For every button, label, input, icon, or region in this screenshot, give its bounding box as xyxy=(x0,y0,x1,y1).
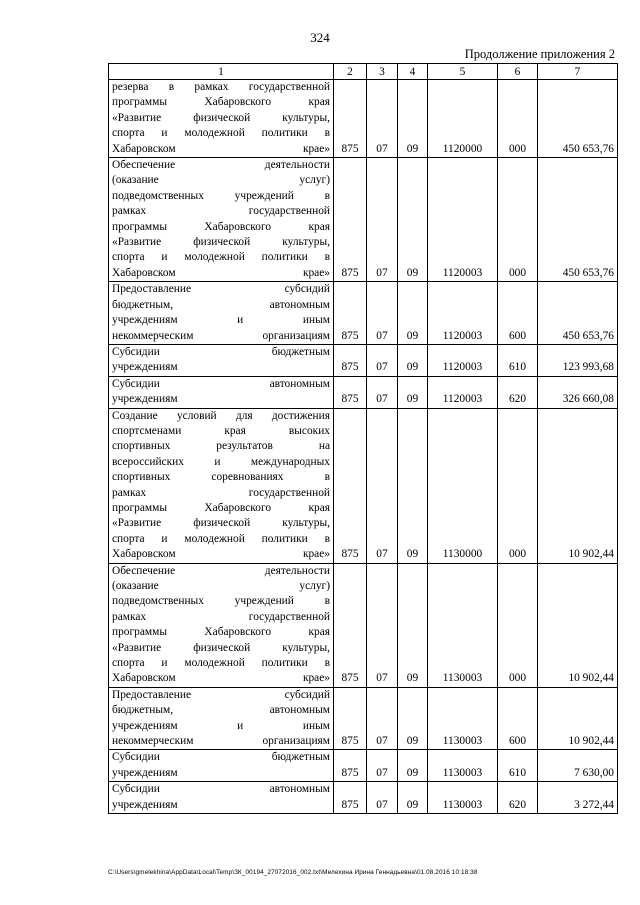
expense-name-cell xyxy=(109,282,334,345)
expense-name-line: программы Хабаровского края xyxy=(112,501,330,514)
amount-cell: 3 272,44 xyxy=(538,782,618,814)
section-code-cell: 07 xyxy=(367,750,398,782)
target-item-cell: 1120003 xyxy=(428,282,498,345)
expense-name-cell xyxy=(109,750,334,782)
table-row xyxy=(109,80,618,158)
expense-name-line: некоммерческим организациям xyxy=(112,329,330,342)
amount-cell: 10 902,44 xyxy=(538,563,618,687)
expense-name-line: резерва в рамках государственной xyxy=(112,81,330,93)
amount-cell: 450 653,76 xyxy=(538,282,618,345)
expense-name-cell xyxy=(109,782,334,814)
subsection-code-cell: 09 xyxy=(398,344,428,376)
expense-name-cell xyxy=(109,158,334,282)
column-header: 5 xyxy=(428,64,498,80)
target-item-cell: 1130003 xyxy=(428,782,498,814)
expense-type-cell: 610 xyxy=(498,750,538,782)
expense-name-cell xyxy=(109,408,334,563)
department-code-cell: 875 xyxy=(334,158,367,282)
table-row xyxy=(109,750,618,782)
column-header: 3 xyxy=(367,64,398,80)
table-row xyxy=(109,376,618,408)
continuation-title: Продолжение приложения 2 xyxy=(464,47,615,61)
expense-name-cell xyxy=(109,563,334,687)
subsection-code-cell: 09 xyxy=(398,687,428,750)
section-code-cell: 07 xyxy=(367,282,398,345)
expense-name-line: спортсменами края высоких xyxy=(112,424,330,437)
department-code-cell: 875 xyxy=(334,563,367,687)
expense-name-line: подведомственных учреждений в xyxy=(112,595,330,608)
expense-name-cell xyxy=(109,376,334,408)
page-number: 324 xyxy=(310,30,330,45)
table-row xyxy=(109,687,618,750)
expense-name-line: учреждениям xyxy=(112,393,178,406)
expense-name-line: рамках государственной xyxy=(112,486,330,499)
table-row xyxy=(109,158,618,282)
table-header-row xyxy=(109,64,618,80)
expense-type-cell: 620 xyxy=(498,376,538,408)
expense-name-line: (оказание услуг) xyxy=(112,580,330,592)
expense-name-line: Хабаровском крае» xyxy=(112,548,330,561)
expense-name-line: Субсидии автономным xyxy=(112,377,330,390)
budget-table xyxy=(108,63,618,814)
subsection-code-cell: 09 xyxy=(398,750,428,782)
column-header: 1 xyxy=(109,64,334,80)
section-code-cell: 07 xyxy=(367,376,398,408)
expense-type-cell: 610 xyxy=(498,344,538,376)
expense-type-cell: 600 xyxy=(498,282,538,345)
expense-name-line: учреждениям xyxy=(112,361,178,374)
expense-name-line: спорта и молодежной политики в xyxy=(112,251,330,264)
department-code-cell: 875 xyxy=(334,687,367,750)
department-code-cell: 875 xyxy=(334,408,367,563)
expense-name-line: учреждениям xyxy=(112,798,178,811)
expense-name-line: Хабаровском крае» xyxy=(112,266,330,279)
expense-name-line: Обеспечение деятельности xyxy=(112,564,330,577)
section-code-cell: 07 xyxy=(367,344,398,376)
target-item-cell: 1130003 xyxy=(428,687,498,750)
expense-name-line: рамках государственной xyxy=(112,205,330,218)
expense-name-line: бюджетным, автономным xyxy=(112,704,330,717)
expense-name-line: Субсидии бюджетным xyxy=(112,751,330,764)
amount-cell: 450 653,76 xyxy=(538,158,618,282)
section-code-cell: 07 xyxy=(367,563,398,687)
section-code-cell: 07 xyxy=(367,687,398,750)
expense-name-line: (оказание услуг) xyxy=(112,174,330,187)
expense-name-line: всероссийских и международных xyxy=(112,455,330,468)
target-item-cell: 1120003 xyxy=(428,344,498,376)
column-header: 4 xyxy=(398,64,428,80)
amount-cell: 123 993,68 xyxy=(538,344,618,376)
column-header: 6 xyxy=(498,64,538,80)
expense-name-line: учреждениям и иным xyxy=(112,314,330,327)
section-code-cell: 07 xyxy=(367,782,398,814)
table-row xyxy=(109,782,618,814)
amount-cell: 450 653,76 xyxy=(538,80,618,158)
section-code-cell: 07 xyxy=(367,408,398,563)
target-item-cell: 1120003 xyxy=(428,376,498,408)
expense-name-line: Предоставление субсидий xyxy=(112,688,330,701)
expense-name-line: Хабаровском крае» xyxy=(112,142,330,155)
department-code-cell: 875 xyxy=(334,344,367,376)
amount-cell: 10 902,44 xyxy=(538,408,618,563)
table-row xyxy=(109,344,618,376)
expense-name-line: рамках государственной xyxy=(112,610,330,623)
expense-name-cell xyxy=(109,687,334,750)
target-item-cell: 1130003 xyxy=(428,750,498,782)
expense-name-cell xyxy=(109,344,334,376)
expense-name-line: Создание условий для достижения xyxy=(112,409,330,422)
amount-cell: 10 902,44 xyxy=(538,687,618,750)
expense-name-line: подведомственных учреждений в xyxy=(112,189,330,202)
expense-name-line: программы Хабаровского края xyxy=(112,626,330,639)
subsection-code-cell: 09 xyxy=(398,282,428,345)
table-row xyxy=(109,282,618,345)
expense-type-cell: 620 xyxy=(498,782,538,814)
target-item-cell: 1120003 xyxy=(428,158,498,282)
expense-name-line: Субсидии автономным xyxy=(112,783,330,796)
expense-name-line: программы Хабаровского края xyxy=(112,220,330,233)
expense-name-line: бюджетным, автономным xyxy=(112,298,330,311)
expense-name-line: некоммерческим организациям xyxy=(112,735,330,748)
column-header: 7 xyxy=(538,64,618,80)
target-item-cell: 1120000 xyxy=(428,80,498,158)
expense-name-line: «Развитие физической культуры, xyxy=(112,236,330,249)
subsection-code-cell: 09 xyxy=(398,563,428,687)
section-code-cell: 07 xyxy=(367,158,398,282)
table-row xyxy=(109,563,618,687)
expense-type-cell: 600 xyxy=(498,687,538,750)
expense-type-cell: 000 xyxy=(498,158,538,282)
column-header: 2 xyxy=(334,64,367,80)
target-item-cell: 1130003 xyxy=(428,563,498,687)
expense-name-line: Предоставление субсидий xyxy=(112,283,330,296)
expense-name-cell xyxy=(109,80,334,158)
department-code-cell: 875 xyxy=(334,376,367,408)
expense-name-line: Обеспечение деятельности xyxy=(112,159,330,172)
expense-name-line: «Развитие физической культуры, xyxy=(112,111,330,124)
expense-name-line: «Развитие физической культуры, xyxy=(112,641,330,654)
section-code-cell: 07 xyxy=(367,80,398,158)
amount-cell: 326 660,08 xyxy=(538,376,618,408)
table-row xyxy=(109,408,618,563)
expense-name-line: спорта и молодежной политики в xyxy=(112,127,330,140)
expense-name-line: Субсидии бюджетным xyxy=(112,345,330,358)
file-path-footer: C:\Users\gmelekhina\AppData\Local\Temp\ЗК_00194_27072016_002.txt\Мелехина Ирина Геннадьевна\01.08.2016 10:18:38 xyxy=(108,869,478,876)
expense-name-line: учреждениям xyxy=(112,766,178,779)
expense-name-line: спортивных соревнованиях в xyxy=(112,471,330,484)
expense-name-line: спорта и молодежной политики в xyxy=(112,532,330,545)
department-code-cell: 875 xyxy=(334,750,367,782)
expense-name-line: программы Хабаровского края xyxy=(112,96,330,109)
subsection-code-cell: 09 xyxy=(398,158,428,282)
amount-cell: 7 630,00 xyxy=(538,750,618,782)
subsection-code-cell: 09 xyxy=(398,80,428,158)
expense-name-line: Хабаровском крае» xyxy=(112,672,330,685)
department-code-cell: 875 xyxy=(334,80,367,158)
expense-name-line: учреждениям и иным xyxy=(112,719,330,732)
expense-type-cell: 000 xyxy=(498,563,538,687)
subsection-code-cell: 09 xyxy=(398,408,428,563)
target-item-cell: 1130000 xyxy=(428,408,498,563)
expense-name-line: спортивных результатов на xyxy=(112,440,330,453)
department-code-cell: 875 xyxy=(334,282,367,345)
subsection-code-cell: 09 xyxy=(398,376,428,408)
expense-type-cell: 000 xyxy=(498,80,538,158)
subsection-code-cell: 09 xyxy=(398,782,428,814)
expense-type-cell: 000 xyxy=(498,408,538,563)
expense-name-line: «Развитие физической культуры, xyxy=(112,517,330,530)
expense-name-line: спорта и молодежной политики в xyxy=(112,657,330,670)
department-code-cell: 875 xyxy=(334,782,367,814)
